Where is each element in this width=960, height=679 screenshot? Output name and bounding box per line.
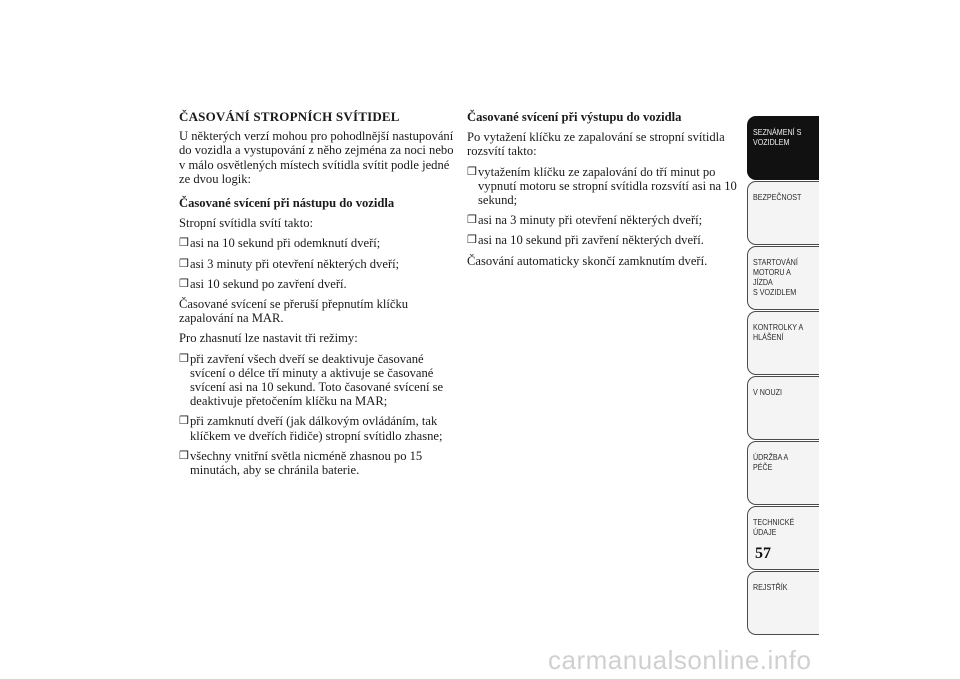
checkbox-bullet-icon: ❒: [179, 257, 189, 270]
entry-lighting-intro: Stropní svítidla svítí takto:: [179, 216, 313, 231]
list-item: ❒ všechny vnitřní světla nicméně zhasnou po 15 minutách, aby se chránila baterie.: [179, 448, 423, 478]
intro-paragraph: U některých verzí mohou pro pohodlnější nastupování do vozidla a vystupování z něho zejména za noci nebo v málo osvětlených místech svítidla svítit podle jedné ze dvou logik:: [179, 129, 454, 186]
checkbox-bullet-icon: ❒: [467, 234, 477, 247]
list-item: ❒ asi na 3 minuty při otevření některých dveří;: [467, 213, 703, 228]
list-item: ❒ asi 10 sekund po zavření dveří.: [179, 276, 347, 291]
interrupt-paragraph: Časované svícení se přeruší přepnutím klíčku zapalování na MAR.: [179, 297, 409, 326]
left-column: [179, 110, 454, 483]
list-item: ❒ při zamknutí dveří (jak dálkovým ovládáním, tak klíčkem ve dveřích řidiče) stropní svítidlo zhasne;: [179, 414, 443, 443]
tab-technicke-udaje[interactable]: TECHNICKÉ ÚDAJE: [747, 506, 819, 570]
checkbox-bullet-icon: ❒: [467, 165, 477, 178]
watermark: carmanualsonline.info: [548, 645, 812, 675]
exit-lighting-subheading: Časované svícení při výstupu do vozidla: [467, 110, 682, 124]
list-item: ❒ asi na 10 sekund při odemknutí dveří;: [179, 236, 381, 251]
section-heading: ČASOVÁNÍ STROPNÍCH SVÍTIDEL: [179, 109, 400, 124]
exit-lighting-end: Časování automaticky skončí zamknutím dveří.: [467, 253, 708, 268]
list-item: ❒ asi na 10 sekund při zavření některých dveří.: [467, 233, 704, 248]
tab-bezpecnost[interactable]: BEZPEČNOST: [747, 181, 819, 245]
checkbox-bullet-icon: ❒: [179, 277, 189, 290]
checkbox-bullet-icon: ❒: [179, 237, 189, 250]
tab-kontrolky[interactable]: KONTROLKY A HLÁŠENÍ: [747, 311, 819, 375]
list-item: ❒ asi 3 minuty při otevření některých dveří;: [179, 256, 400, 271]
checkbox-bullet-icon: ❒: [179, 449, 189, 462]
list-item: ❒ vytažením klíčku ze zapalování do tří minut po vypnutí motoru se stropní svítidla rozsvítí asi na 10 sekund;: [467, 164, 737, 208]
page-number: 57: [755, 545, 771, 562]
checkbox-bullet-icon: ❒: [179, 352, 189, 365]
list-item: ❒ při zavření všech dveří se deaktivuje časované svícení o délce tří minuty a aktivuje se časované svícení asi na 10 sekund. Toto časované svícení se deaktivuje přetočením klíčku na MAR;: [179, 351, 444, 409]
checkbox-bullet-icon: ❒: [467, 214, 477, 227]
exit-lighting-intro: Po vytažení klíčku ze zapalování se stropní svítidla rozsvítí takto:: [467, 130, 725, 159]
tab-startovani[interactable]: STARTOVÁNÍ MOTORU A JÍZDA S VOZIDLEM: [747, 246, 819, 310]
entry-lighting-subheading: Časované svícení při nástupu do vozidla: [179, 196, 395, 211]
tab-seznameni-s-vozidlem[interactable]: SEZNÁMENÍ S VOZIDLEM: [747, 116, 819, 180]
right-column: [467, 110, 739, 274]
modes-paragraph: Pro zhasnutí lze nastavit tři režimy:: [179, 331, 358, 346]
tab-v-nouzi[interactable]: V NOUZI: [747, 376, 819, 440]
tab-rejstrik[interactable]: REJSTŘÍK: [747, 571, 819, 635]
checkbox-bullet-icon: ❒: [179, 415, 189, 428]
tab-udrzba[interactable]: ÚDRŽBA A PÉČE: [747, 441, 819, 505]
